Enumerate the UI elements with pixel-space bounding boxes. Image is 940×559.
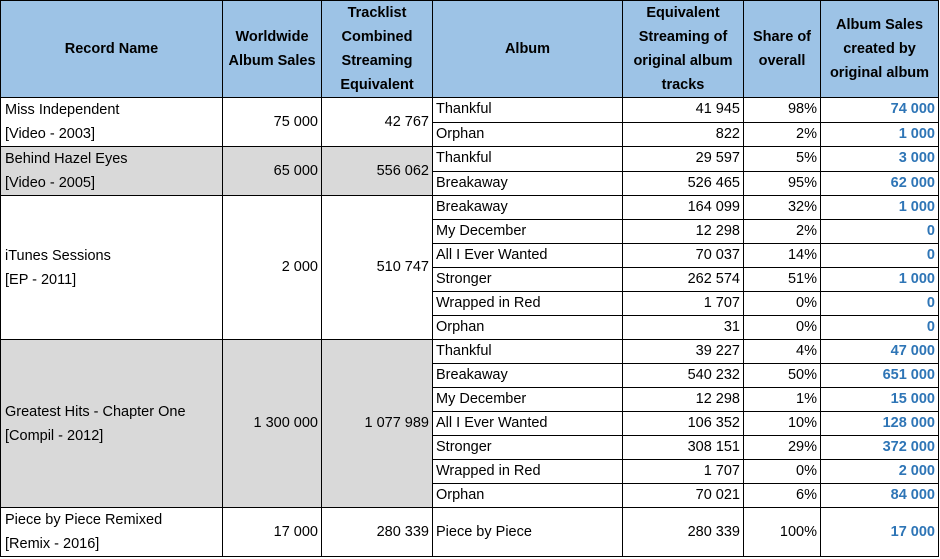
table-row — [1, 508, 939, 557]
share-cell: 98% — [744, 98, 821, 123]
share-cell: 4% — [744, 340, 821, 364]
equivalent-streaming-cell: 308 151 — [623, 436, 744, 460]
header-album: Album — [433, 1, 623, 98]
album-sales-cell: 1 000 — [821, 268, 939, 292]
equivalent-streaming-cell: 12 298 — [623, 388, 744, 412]
equivalent-streaming-cell: 39 227 — [623, 340, 744, 364]
album-cell: Stronger — [433, 268, 623, 292]
album-sales-cell: 1 000 — [821, 196, 939, 220]
share-cell: 2% — [744, 220, 821, 244]
record-name-cell — [1, 340, 223, 508]
share-cell: 10% — [744, 412, 821, 436]
record-name: Greatest Hits - Chapter One — [5, 403, 186, 420]
album-sales-cell: 372 000 — [821, 436, 939, 460]
share-cell: 51% — [744, 268, 821, 292]
album-sales-cell: 62 000 — [821, 171, 939, 196]
share-cell: 29% — [744, 436, 821, 460]
tracklist-streaming-cell: 42 767 — [322, 98, 433, 147]
tracklist-streaming-cell: 280 339 — [322, 508, 433, 557]
record-type-year: [Video - 2005] — [5, 175, 96, 191]
worldwide-sales-cell: 75 000 — [223, 98, 322, 147]
header-worldwide-sales: Worldwide Album Sales — [223, 1, 322, 98]
album-sales-cell: 0 — [821, 316, 939, 340]
album-sales-cell: 47 000 — [821, 340, 939, 364]
equivalent-streaming-cell: 1 707 — [623, 460, 744, 484]
album-sales-cell: 17 000 — [821, 508, 939, 557]
equivalent-streaming-cell: 526 465 — [623, 171, 744, 196]
album-sales-cell: 84 000 — [821, 484, 939, 508]
share-cell: 100% — [744, 508, 821, 557]
album-cell: Thankful — [433, 147, 623, 172]
album-sales-cell: 0 — [821, 244, 939, 268]
record-type-year: [Remix - 2016] — [5, 536, 100, 552]
share-cell: 0% — [744, 460, 821, 484]
album-sales-cell: 15 000 — [821, 388, 939, 412]
share-cell: 95% — [744, 171, 821, 196]
album-cell: Breakaway — [433, 364, 623, 388]
share-cell: 5% — [744, 147, 821, 172]
album-cell: Breakaway — [433, 171, 623, 196]
table-body — [1, 98, 939, 557]
record-name-cell — [1, 147, 223, 196]
header-share: Share of overall — [744, 1, 821, 98]
album-cell: Stronger — [433, 436, 623, 460]
album-cell: All I Ever Wanted — [433, 412, 623, 436]
record-type-year: [Compil - 2012] — [5, 427, 104, 444]
equivalent-streaming-cell: 29 597 — [623, 147, 744, 172]
album-cell: Orphan — [433, 122, 623, 147]
album-cell: Piece by Piece — [433, 508, 623, 557]
header-tracklist-streaming: Tracklist Combined Streaming Equivalent — [322, 1, 433, 98]
equivalent-streaming-cell: 262 574 — [623, 268, 744, 292]
worldwide-sales-cell: 1 300 000 — [223, 340, 322, 508]
worldwide-sales-cell: 17 000 — [223, 508, 322, 557]
share-cell: 2% — [744, 122, 821, 147]
share-cell: 14% — [744, 244, 821, 268]
album-sales-cell: 0 — [821, 220, 939, 244]
album-cell: Wrapped in Red — [433, 460, 623, 484]
album-cell: Orphan — [433, 484, 623, 508]
equivalent-streaming-cell: 106 352 — [623, 412, 744, 436]
share-cell: 6% — [744, 484, 821, 508]
album-cell: Wrapped in Red — [433, 292, 623, 316]
tracklist-streaming-cell: 556 062 — [322, 147, 433, 196]
equivalent-streaming-cell: 164 099 — [623, 196, 744, 220]
record-name: Piece by Piece Remixed — [5, 512, 163, 528]
equivalent-streaming-cell: 280 339 — [623, 508, 744, 557]
equivalent-streaming-cell: 540 232 — [623, 364, 744, 388]
album-cell: My December — [433, 220, 623, 244]
record-name: iTunes Sessions — [5, 247, 111, 264]
album-cell: All I Ever Wanted — [433, 244, 623, 268]
equivalent-streaming-cell: 70 021 — [623, 484, 744, 508]
table-row — [1, 340, 939, 364]
record-type-year: [Video - 2003] — [5, 126, 96, 142]
album-sales-cell: 1 000 — [821, 122, 939, 147]
equivalent-streaming-cell: 822 — [623, 122, 744, 147]
record-name-cell — [1, 98, 223, 147]
table-row — [1, 147, 939, 172]
share-cell: 0% — [744, 292, 821, 316]
share-cell: 0% — [744, 316, 821, 340]
worldwide-sales-cell: 2 000 — [223, 196, 322, 340]
record-name-cell — [1, 196, 223, 340]
table-row — [1, 98, 939, 123]
share-cell: 32% — [744, 196, 821, 220]
album-sales-cell: 74 000 — [821, 98, 939, 123]
header-record-name: Record Name — [1, 1, 223, 98]
header-row — [1, 1, 939, 98]
tracklist-streaming-cell: 510 747 — [322, 196, 433, 340]
album-cell: Orphan — [433, 316, 623, 340]
equivalent-streaming-cell: 70 037 — [623, 244, 744, 268]
equivalent-streaming-cell: 1 707 — [623, 292, 744, 316]
worldwide-sales-cell: 65 000 — [223, 147, 322, 196]
share-cell: 50% — [744, 364, 821, 388]
album-sales-cell: 0 — [821, 292, 939, 316]
record-name: Miss Independent — [5, 102, 120, 118]
record-name-cell — [1, 508, 223, 557]
tracklist-streaming-cell: 1 077 989 — [322, 340, 433, 508]
record-type-year: [EP - 2011] — [5, 271, 77, 288]
equivalent-streaming-cell: 41 945 — [623, 98, 744, 123]
album-cell: Thankful — [433, 98, 623, 123]
album-cell: My December — [433, 388, 623, 412]
album-cell: Breakaway — [433, 196, 623, 220]
album-sales-cell: 128 000 — [821, 412, 939, 436]
share-cell: 1% — [744, 388, 821, 412]
album-sales-cell: 651 000 — [821, 364, 939, 388]
album-sales-cell: 3 000 — [821, 147, 939, 172]
record-name: Behind Hazel Eyes — [5, 151, 128, 167]
album-sales-cell: 2 000 — [821, 460, 939, 484]
equivalent-streaming-cell: 31 — [623, 316, 744, 340]
header-album-sales: Album Sales created by original album — [821, 1, 939, 98]
table-row — [1, 196, 939, 220]
album-cell: Thankful — [433, 340, 623, 364]
header-equivalent-streaming: Equivalent Streaming of original album tracks — [623, 1, 744, 98]
equivalent-streaming-cell: 12 298 — [623, 220, 744, 244]
